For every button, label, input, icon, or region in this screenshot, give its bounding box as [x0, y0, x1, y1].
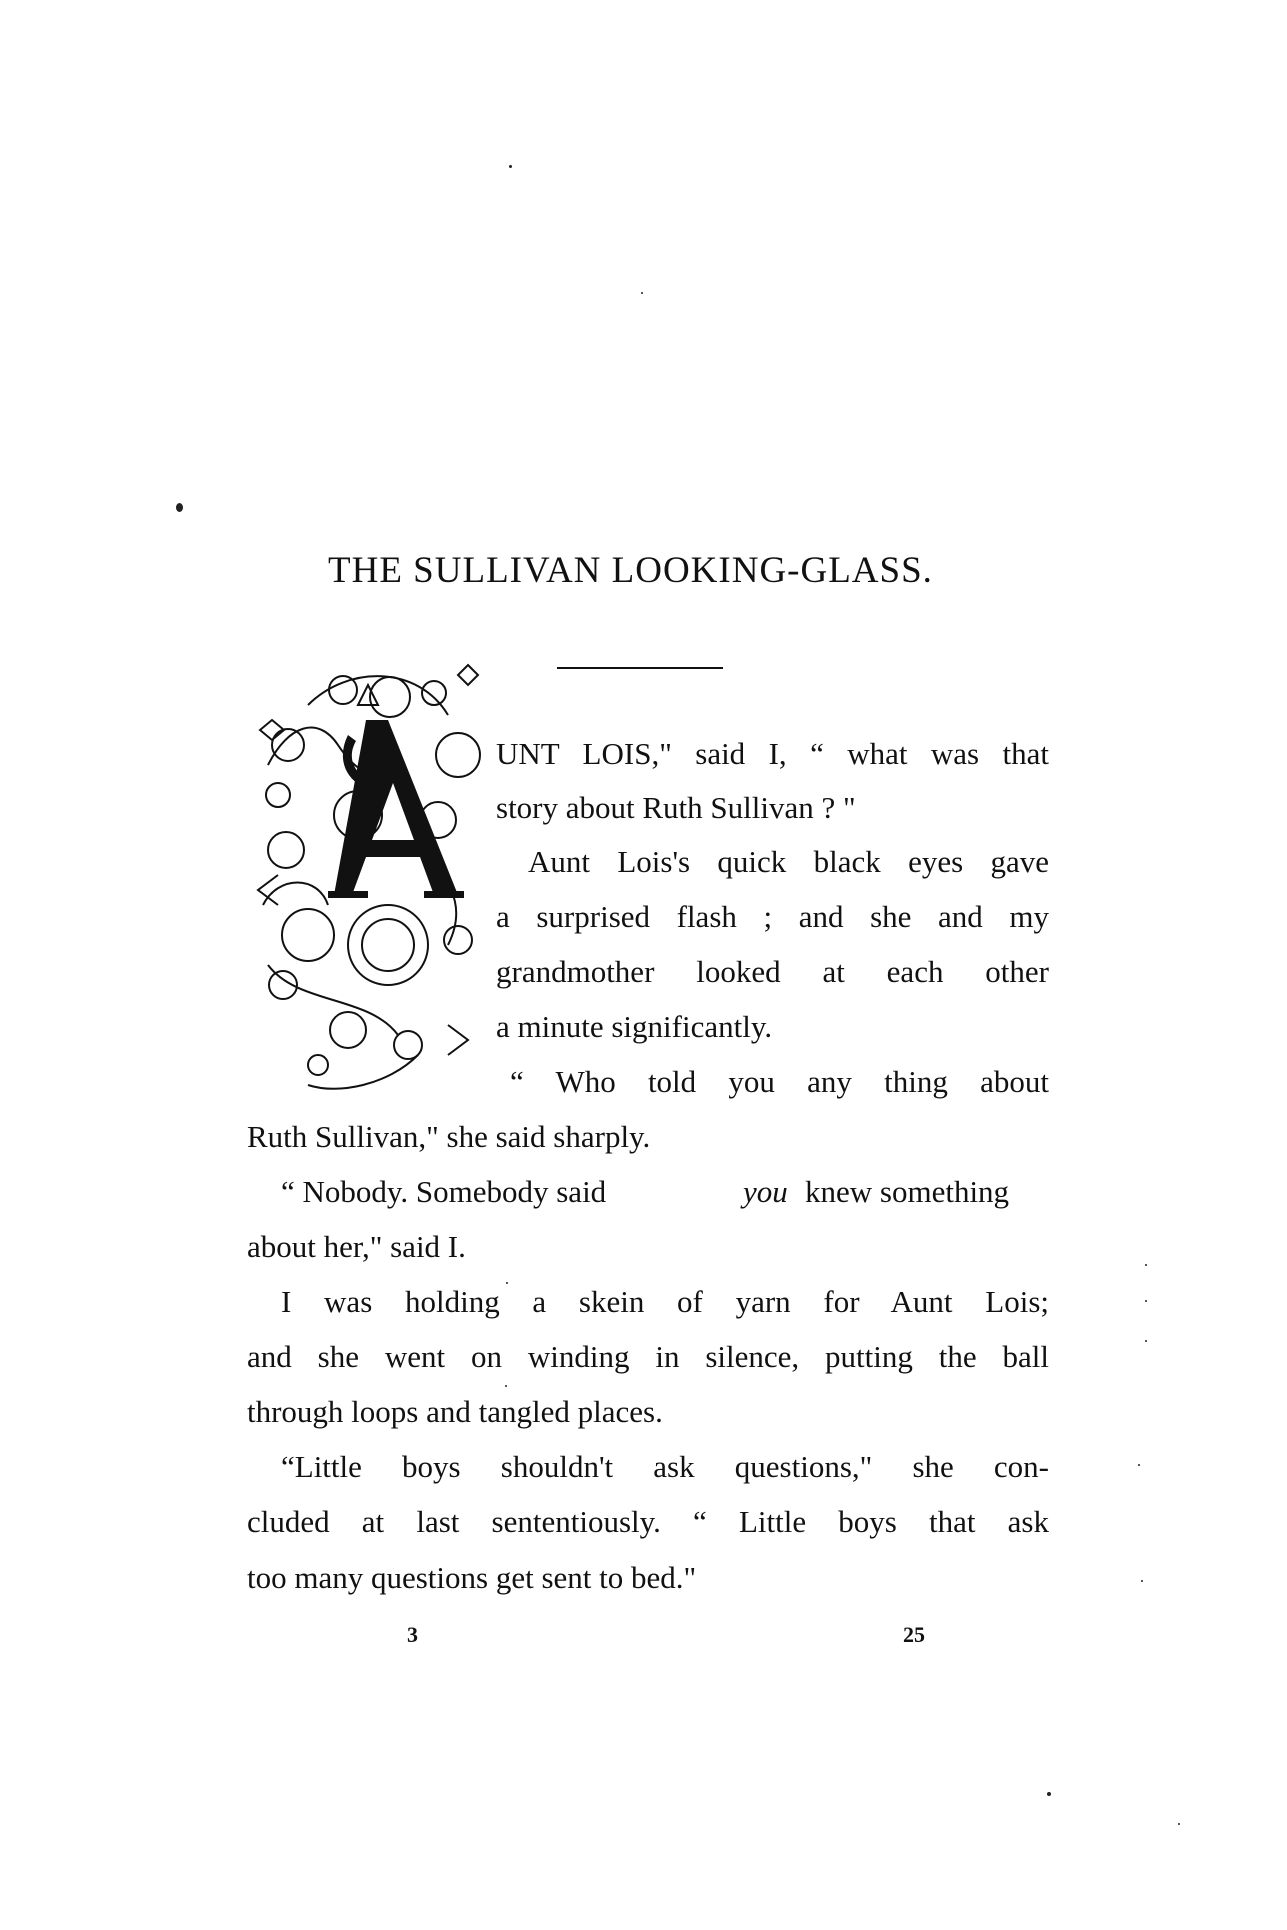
ornamental-drop-cap — [248, 645, 488, 1095]
signature-mark: 3 — [407, 1622, 418, 1647]
text-line: “Little boys shouldn't ask questions," she con- — [281, 1449, 1049, 1484]
scan-speck — [1145, 1300, 1147, 1302]
scan-speck — [1178, 1823, 1180, 1825]
text-line: through loops and tangled places. — [247, 1394, 663, 1429]
scan-speck — [509, 165, 512, 168]
text-line: Aunt Lois's quick black eyes gave — [528, 844, 1049, 879]
scan-speck — [1145, 1340, 1147, 1342]
scan-speck — [1141, 1580, 1143, 1582]
text-line: Ruth Sullivan," she said sharply. — [247, 1119, 651, 1154]
text-line: I was holding a skein of yarn for Aunt Lois; — [281, 1284, 1049, 1319]
text-line: a minute significantly. — [496, 1009, 773, 1044]
title-rule — [557, 667, 723, 669]
chapter-title: THE SULLIVAN LOOKING-GLASS. — [328, 550, 933, 591]
text-line: cluded at last sententiously. “ Little boys that ask — [247, 1504, 1049, 1539]
page-number: 25 — [903, 1622, 925, 1647]
text-line: knew something — [805, 1174, 1010, 1209]
scan-speck — [1145, 1264, 1147, 1266]
scan-speck — [505, 1385, 507, 1387]
scan-speck — [176, 503, 183, 512]
scan-speck — [641, 292, 643, 294]
scan-speck — [1138, 1464, 1140, 1466]
text-line: about her," said I. — [247, 1229, 466, 1264]
text-line: a surprised flash ; and she and my — [496, 899, 1049, 934]
scan-speck — [1047, 1792, 1051, 1796]
text-line: and she went on winding in silence, putting the ball — [247, 1339, 1049, 1374]
text-line: “ Who told you any thing about — [510, 1064, 1049, 1099]
text-line: story about Ruth Sullivan ? " — [496, 790, 856, 825]
text-line: grandmother looked at each other — [496, 954, 1049, 989]
text-line: too many questions get sent to bed." — [247, 1560, 697, 1595]
text-line: UNT LOIS," said I, “ what was that — [496, 736, 1049, 771]
italic-word: you — [743, 1174, 788, 1209]
text-line: “ Nobody. Somebody said — [281, 1174, 607, 1209]
